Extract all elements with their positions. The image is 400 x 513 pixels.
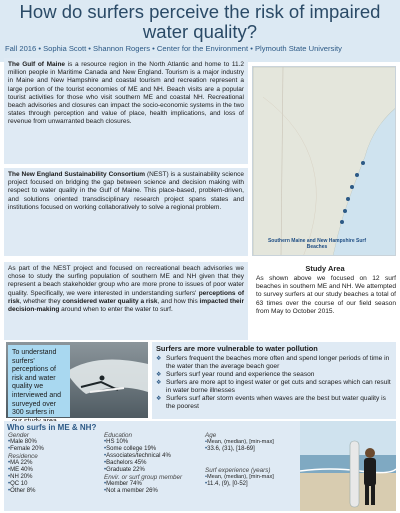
- envir-item: • Not a member 26%: [104, 488, 202, 495]
- project-text-2: , whether they: [19, 297, 63, 305]
- education-item: • HS 10%: [104, 439, 202, 446]
- education-heading: Education: [104, 432, 133, 439]
- map-label: Southern Maine and New Hampshire Surf Beaches: [267, 238, 367, 250]
- age-sub: • Mean, (median), [min-max]: [205, 439, 297, 446]
- project-bold-3: impacted their decision-making: [8, 297, 245, 314]
- gulf-term: The Gulf of Maine: [8, 61, 66, 68]
- byline: Fall 2016 • Sophia Scott • Shannon Rogers • Center for the Environment • Plymouth State University: [5, 44, 342, 53]
- gender-heading: Gender: [8, 432, 30, 439]
- vulnerable-title: Surfers are more vulnerable to water pollution: [156, 344, 318, 353]
- experience-item: • 11.4, (9), [0-52]: [205, 481, 297, 488]
- who-title: Who surfs in ME & NH?: [7, 423, 97, 432]
- gulf-of-maine-box: [4, 58, 248, 164]
- age-item: • 33.6, (31), [18-69]: [205, 446, 297, 453]
- residence-item: • MA 22%: [8, 460, 98, 467]
- project-text-4: around when to enter the water to surf.: [59, 306, 173, 314]
- age-heading: Age: [205, 432, 217, 439]
- project-bold-1: perceptions of risk: [8, 289, 244, 305]
- nest-term: The New England Sustainability Consortium: [8, 171, 146, 178]
- education-col: [104, 432, 202, 495]
- experience-heading: Surf experience (years): [205, 467, 271, 474]
- list-item: ❖ Surfers surf year round and experience the season: [164, 371, 392, 379]
- list-item: ❖ Surfers are more apt to ingest water or get cuts and scrapes which can result in water borne illnesses: [164, 379, 392, 395]
- residence-item: • NH 20%: [8, 474, 98, 481]
- education-item: • Graduate 22%: [104, 467, 202, 474]
- project-text-1: As part of the NEST project and focused on recreational beach advisories we chose to study the surfing population of southern ME and NH given that they represent a beach stakeholder group who are more prone to issues of poor water quality. Specifically, we were interested in understanding surfers': [8, 265, 244, 297]
- nest-text: (NEST) is a sustainability science project focused on bridging the gap between science and decision making with respect to water quality in the Gulf of Maine. This place-based, problem-driven, and solutions oriented transdisciplinary research project spans states and institutions focused on working collaboratively to solve a regional problem.: [8, 171, 244, 211]
- beach-photo-graphic: [300, 421, 396, 511]
- list-item: ❖ Surfers surf after storm events when waves are the best but water quality is the poorest: [164, 395, 392, 411]
- project-box: [4, 262, 248, 340]
- study-area-map: [252, 66, 396, 256]
- gender-residence-col: [8, 432, 98, 495]
- list-item: ❖ Surfers frequent the beaches more often and spend longer periods of time in the water than the average beach goer: [164, 355, 392, 371]
- residence-heading: Residence: [8, 453, 38, 460]
- envir-item: • Member 74%: [104, 481, 202, 488]
- project-text-3: , and how this: [157, 297, 200, 305]
- vulnerable-box: [152, 342, 396, 419]
- age-experience-col: [205, 432, 297, 488]
- gender-item: • Male 80%: [8, 439, 98, 446]
- nest-box: [4, 168, 248, 256]
- vulnerable-list: [156, 355, 392, 411]
- study-area-title: Study Area: [305, 264, 345, 273]
- poster-title: How do surfers perceive the risk of impaired water quality?: [19, 1, 381, 42]
- education-item: • Some college 19%: [104, 446, 202, 453]
- study-area-text: As shown above we focused on 12 surf beaches in southern ME and NH. We attempted to survey surfers at our study beaches a total of 63 times over the course of our field season from May to October 2015.: [256, 275, 396, 315]
- map-graphic: [253, 67, 396, 256]
- envir-heading: Envir. or surf group member: [104, 474, 183, 481]
- residence-item: • QC 10: [8, 481, 98, 488]
- residence-item: • Other 8%: [8, 488, 98, 495]
- education-item: • Bachelors 45%: [104, 460, 202, 467]
- understand-text: To understand surfers' perceptions of risk and water quality we interviewed and surveyed over 300 surfers in: [12, 349, 62, 417]
- education-item: • Associates/technical 4%: [104, 453, 202, 460]
- experience-sub: • Mean, (median), [min-max]: [205, 474, 297, 481]
- understand-box: [8, 345, 70, 417]
- gulf-text: is a resource region in the North Atlantic and home to 11.2 million people in Maritime Canada and New England. Tourism is a major industry in Maine and New Hampshire and coastal tourism and recreation represent a large portion of the tourist economies of ME and NH. Beach visits are a popular tourist activities for those who visit southern ME and coastal NH. Recreational beach advisories and closures can impact the socio-economic systems in the two states through perception and value of place, health implications, and loss of revenue from unwarranted beach closures.: [8, 61, 244, 126]
- beach-photo: [300, 421, 396, 511]
- gender-item: • Female 20%: [8, 446, 98, 453]
- project-bold-2: considered water quality a risk: [62, 297, 158, 305]
- residence-item: • ME 40%: [8, 467, 98, 474]
